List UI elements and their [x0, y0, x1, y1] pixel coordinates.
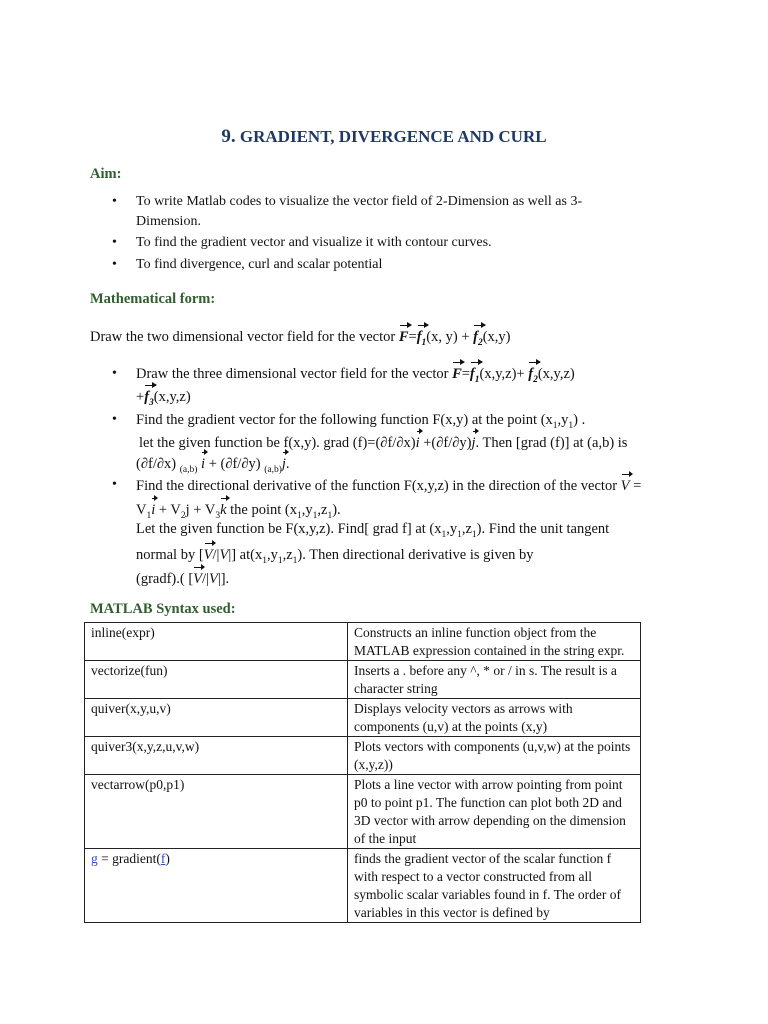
- aim-heading: Aim:: [90, 166, 122, 182]
- bullet-icon: •: [112, 235, 117, 250]
- syntax-description: Constructs an inline function object from the MATLAB expression contained in the string expr.: [348, 623, 641, 661]
- math-vector-components: $V_1i + V_2j + V_3k$ the point $(x_1,y_1,z_1)$.: [136, 497, 341, 526]
- math-heading: Mathematical form:: [90, 291, 216, 307]
- bullet-icon: •: [112, 257, 117, 272]
- math-unit-normal: normal by [V/|V|] $at(x_1,y_1,z_1)$. Then directional derivative is given by: [136, 542, 534, 571]
- syntax-command: quiver3(x,y,z,u,v,w): [85, 737, 348, 775]
- table-row: [85, 849, 641, 923]
- syntax-command: quiver(x,y,u,v): [85, 699, 348, 737]
- link-f[interactable]: f: [160, 851, 166, 866]
- bullet-icon: •: [112, 412, 117, 427]
- math-bullet-directional: Find the directional derivative of the function F(x,y,z) in the direction of the vector V =: [136, 473, 641, 496]
- link-g[interactable]: g: [91, 851, 98, 866]
- table-row: [85, 775, 641, 849]
- syntax-heading: MATLAB Syntax used:: [90, 601, 236, 617]
- math-bullet-3d-field-cont: $+f_3(x,y,z)$: [136, 383, 191, 413]
- syntax-command: vectorize(fun): [85, 661, 348, 699]
- syntax-command: vectarrow(p0,p1): [85, 775, 348, 849]
- syntax-command: g = gradient(f): [85, 849, 348, 923]
- syntax-description: Plots a line vector with arrow pointing from point p0 to point p1. The function can plot both 2D and 3D vector with arrow depending on the dimension of the input: [348, 775, 641, 849]
- table-row: [85, 699, 641, 737]
- bullet-icon: •: [112, 366, 117, 381]
- table-row: [85, 623, 641, 661]
- table-row: [85, 737, 641, 775]
- math-intro: Draw the two dimensional vector field for the vector $F=f_1(x$, $y) + f_2(x,y)$: [90, 323, 511, 353]
- math-directional-formula: (gradf).( [V/|V|].: [136, 566, 229, 589]
- syntax-description: Inserts a . before any ^, * or / in s. The result is a character string: [348, 661, 641, 699]
- math-grad-at-point: Let the given function be F(x,y,z). Find[ grad f] at $(x_1,y_1,z_1)$. Find the unit tangent: [136, 521, 610, 540]
- math-bullet-gradient: Find the gradient vector for the following function F(x,y) at the point $(x_1,y_1)$ .: [136, 412, 586, 431]
- bullet-icon: •: [112, 194, 117, 209]
- math-bullet-3d-field: Draw the three dimensional vector field for the vector $F=f_1(x,y,z)+ f_2(x,y,z)$: [136, 360, 575, 390]
- aim-item-2: To find the gradient vector and visualize it with contour curves.: [136, 235, 492, 250]
- math-gradient-definition: let the given function be f(x,y). grad (f)=(∂f/∂x)i +(∂f/∂y)j. Then [grad (f)] at (a,b) is: [139, 430, 627, 453]
- syntax-description: Displays velocity vectors as arrows with components (u,v) at the points (x,y): [348, 699, 641, 737]
- bullet-icon: •: [112, 477, 117, 492]
- math-gradient-at-point: (∂f/∂x) $_{(a,b)}$ i + (∂f/∂y) $_{(a,b)}$j.: [136, 451, 290, 480]
- aim-item-1: To write Matlab codes to visualize the vector field of 2-Dimension as well as 3-: [136, 194, 583, 209]
- aim-item-3: To find divergence, curl and scalar potential: [136, 257, 383, 272]
- aim-item-1-cont: Dimension.: [136, 214, 201, 229]
- syntax-command: inline(expr): [85, 623, 348, 661]
- syntax-description: finds the gradient vector of the scalar function f with respect to a vector constructed from all symbolic scalar variables found in f. The order of variables in this vector is defined by: [348, 849, 641, 923]
- page-title: 9. GRADIENT, DIVERGENCE AND CURL: [221, 126, 547, 147]
- table-row: [85, 661, 641, 699]
- syntax-description: Plots vectors with components (u,v,w) at the points (x,y,z)): [348, 737, 641, 775]
- syntax-table: [84, 622, 641, 923]
